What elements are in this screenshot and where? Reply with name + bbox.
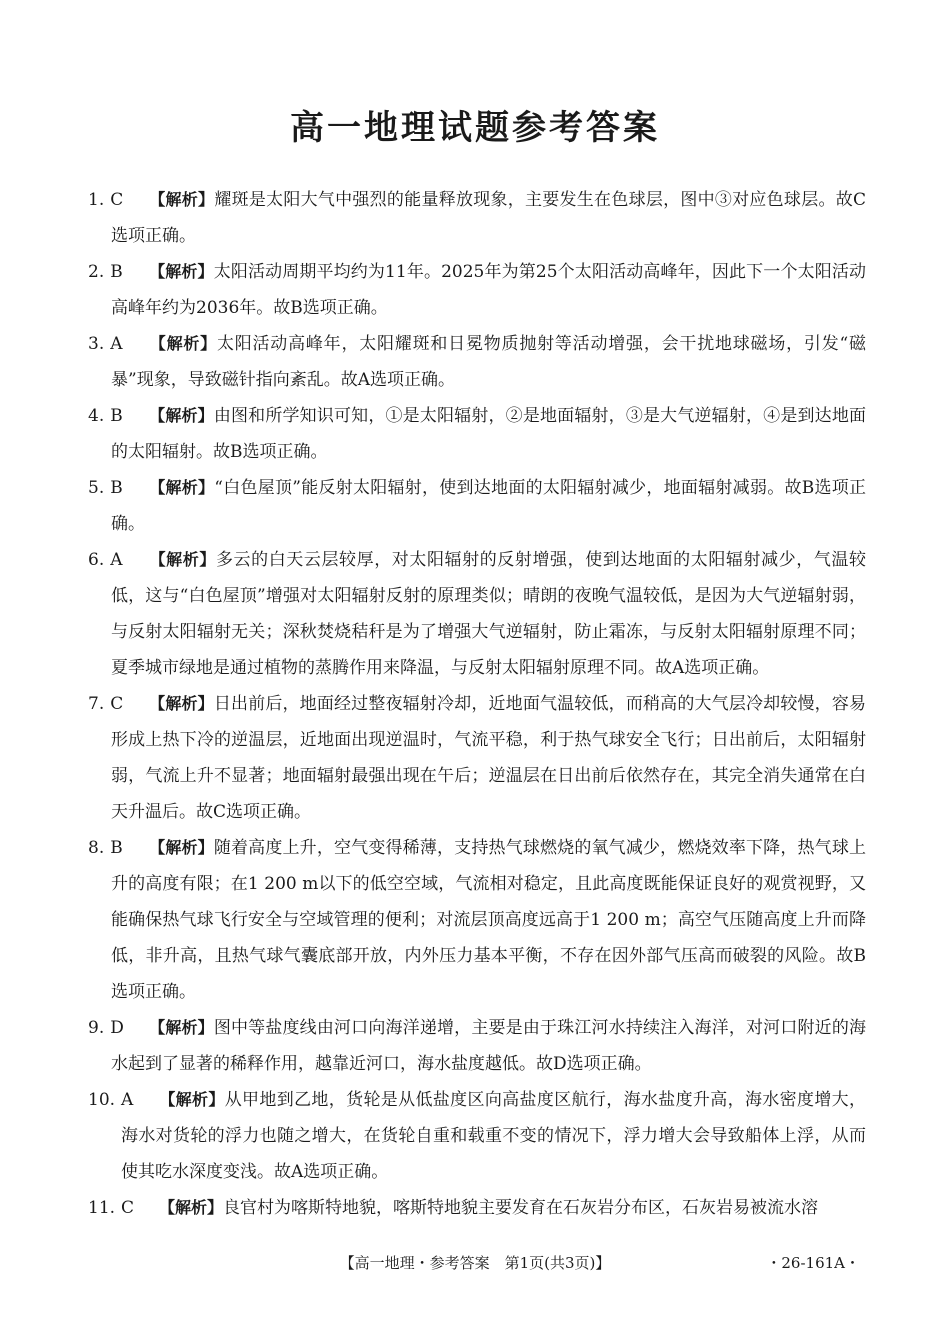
answer-number: 7. [88, 694, 105, 714]
document-code: ・26-161A・ [766, 1254, 860, 1272]
answer-item [88, 1010, 866, 1082]
answer-text: 图中等盐度线由河口向海洋递增，主要是由于珠江河水持续注入海洋，对河口附近的海水起到了显著的稀释作用，越靠近河口，海水盐度越低。故D选项正确。 [111, 1018, 866, 1074]
answer-item [88, 326, 866, 398]
analysis-tag: 【解析】 [149, 478, 215, 497]
answer-item [88, 1190, 866, 1226]
answer-number: 9. [88, 1018, 105, 1038]
answer-choice: D [110, 1018, 124, 1038]
analysis-tag: 【解析】 [159, 1198, 224, 1217]
answer-text: 良官村为喀斯特地貌，喀斯特地貌主要发育在石灰岩分布区，石灰岩易被流水溶 [223, 1198, 819, 1218]
analysis-tag: 【解析】 [149, 1018, 214, 1037]
answer-text: 耀斑是太阳大气中强烈的能量释放现象，主要发生在色球层，图中③对应色球层。故C选项正确。 [111, 190, 866, 246]
answer-item [88, 398, 866, 470]
answer-text: “白色屋顶”能反射太阳辐射，使到达地面的太阳辐射减少，地面辐射减弱。故B选项正确。 [111, 478, 866, 534]
page-title: 高一地理试题参考答案 [290, 108, 660, 148]
analysis-tag: 【解析】 [149, 334, 217, 353]
answer-choice: C [121, 1198, 135, 1218]
answer-text: 多云的白天云层较厚，对太阳辐射的反射增强，使到达地面的太阳辐射减少，气温较低，这与“白色屋顶”增强对太阳辐射反射的原理类似；晴朗的夜晚气温较低，是因为大气逆辐射弱，与反射太阳辐射无关；深秋焚烧秸秆是为了增强大气逆辐射，防止霜冻，与反射太阳辐射原理不同；夏季城市绿地是通过植物的蒸腾作用来降温，与反射太阳辐射原理不同。故A选项正确。 [111, 550, 866, 678]
analysis-tag: 【解析】 [149, 190, 215, 209]
analysis-tag: 【解析】 [159, 1090, 225, 1109]
analysis-tag: 【解析】 [149, 694, 214, 713]
answer-number: 3. [88, 334, 105, 354]
answer-choice: A [121, 1090, 134, 1110]
answer-item [88, 830, 866, 1010]
answer-number: 2. [88, 262, 105, 282]
answer-number: 6. [88, 550, 105, 570]
answer-choice: A [110, 550, 123, 570]
answer-text: 太阳活动周期平均约为11年。2025年为第25个太阳活动高峰年，因此下一个太阳活动高峰年约为2036年。故B选项正确。 [111, 262, 866, 318]
answer-number: 5. [88, 478, 105, 498]
answer-number: 8. [88, 838, 105, 858]
answer-choice: C [110, 190, 124, 210]
answer-number: 11. [88, 1198, 116, 1218]
answer-number: 1. [88, 190, 105, 210]
answer-item [88, 1082, 866, 1190]
answer-text: 由图和所学知识可知，①是太阳辐射，②是地面辐射，③是大气逆辐射，④是到达地面的太阳辐射。故B选项正确。 [111, 406, 866, 462]
answer-item [88, 470, 866, 542]
answer-number: 4. [88, 406, 105, 426]
answer-text: 随着高度上升，空气变得稀薄，支持热气球燃烧的氧气减少，燃烧效率下降，热气球上升的高度有限；在1 200 m以下的低空空域，气流相对稳定，且此高度既能保证良好的观赏视野，又能确保热气球飞行安全与空域管理的便利；对流层顶高度远高于1 200 m；高空气压随高度上升而降低，非升高，且热气球气囊底部开放，内外压力基本平衡，不存在因外部气压高而破裂的风险。故B选项正确。 [111, 838, 866, 1002]
answer-choice: B [110, 262, 123, 282]
answer-choice: C [110, 694, 124, 714]
answer-number: 10. [88, 1090, 116, 1110]
answer-item [88, 542, 866, 686]
answer-text: 日出前后，地面经过整夜辐射冷却，近地面气温较低，而稍高的大气层冷却较慢，容易形成上热下冷的逆温层，近地面出现逆温时，气流平稳，利于热气球安全飞行；日出前后，太阳辐射弱，气流上升不显著；地面辐射最强出现在午后；逆温层在日出前后依然存在，其完全消失通常在白天升温后。故C选项正确。 [111, 694, 866, 822]
answer-text: 太阳活动高峰年，太阳耀斑和日冕物质抛射等活动增强，会干扰地球磁场，引发“磁暴”现象，导致磁针指向紊乱。故A选项正确。 [111, 334, 866, 390]
analysis-tag: 【解析】 [149, 550, 216, 569]
answer-choice: B [110, 838, 123, 858]
answer-item [88, 182, 866, 254]
answer-choice: B [110, 478, 123, 498]
page-footer: 【高一地理・参考答案 第1页(共3页)】 [339, 1254, 611, 1272]
answer-choice: B [110, 406, 123, 426]
answer-item [88, 254, 866, 326]
analysis-tag: 【解析】 [149, 838, 214, 857]
analysis-tag: 【解析】 [149, 262, 214, 281]
analysis-tag: 【解析】 [149, 406, 214, 425]
answer-item [88, 686, 866, 830]
answer-text: 从甲地到乙地，货轮是从低盐度区向高盐度区航行，海水盐度升高，海水密度增大，海水对货轮的浮力也随之增大，在货轮自重和载重不变的情况下，浮力增大会导致船体上浮，从而使其吃水深度变浅。故A选项正确。 [121, 1090, 866, 1182]
answer-choice: A [110, 334, 123, 354]
answer-list [88, 182, 866, 1226]
